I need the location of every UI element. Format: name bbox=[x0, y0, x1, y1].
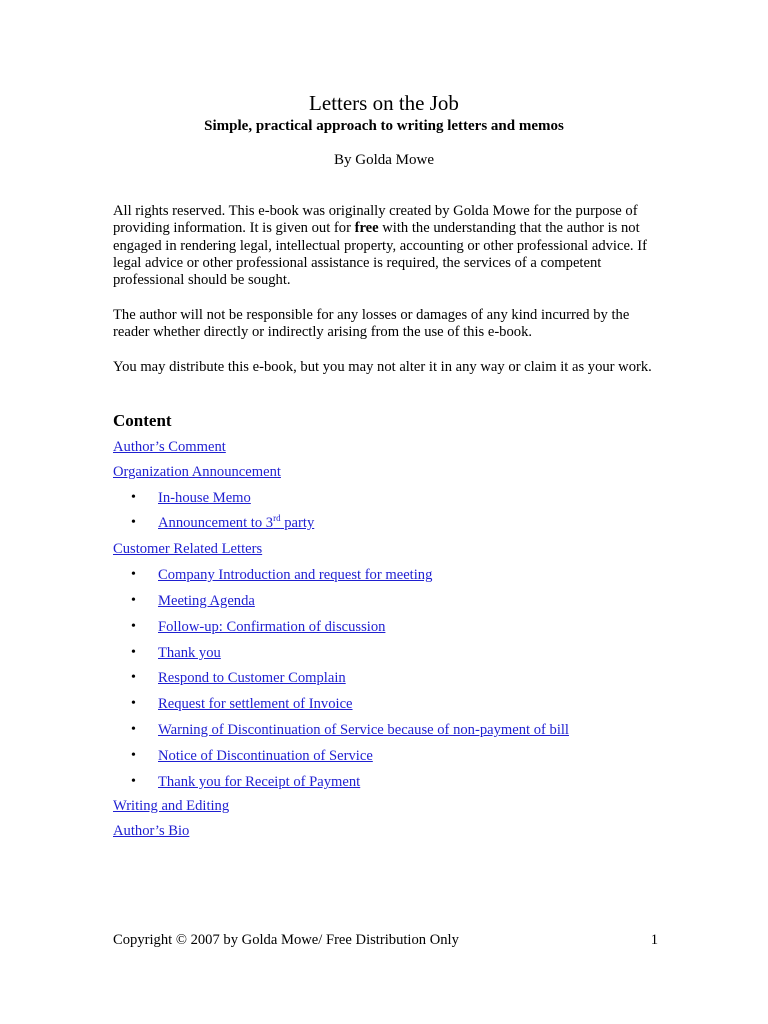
toc-link-thank-you[interactable]: Thank you bbox=[158, 645, 221, 661]
bullet-marker: • bbox=[131, 593, 136, 608]
toc-link-writing-editing[interactable]: Writing and Editing bbox=[113, 798, 230, 814]
bullet-marker: • bbox=[131, 774, 136, 789]
page-number: 1 bbox=[650, 932, 658, 948]
bullet-marker: • bbox=[131, 696, 136, 711]
free-emphasis: free bbox=[354, 220, 379, 237]
toc-link-party-text: party bbox=[280, 515, 315, 531]
document-title: Letters on the Job bbox=[309, 91, 459, 115]
toc-link-customer-related-letters[interactable]: Customer Related Letters bbox=[113, 541, 263, 557]
bullet-marker: • bbox=[131, 670, 136, 685]
toc-link-follow-up[interactable]: Follow-up: Confirmation of discussion bbox=[158, 619, 386, 635]
copyright-notice: Copyright © 2007 by Golda Mowe/ Free Distribution Only bbox=[113, 932, 459, 948]
toc-link-thank-you-receipt[interactable]: Thank you for Receipt of Payment bbox=[158, 774, 361, 790]
toc-link-respond-complain[interactable]: Respond to Customer Complain bbox=[158, 670, 346, 686]
toc-link-announcement-text: Announcement to 3 bbox=[158, 515, 274, 531]
page-footer bbox=[113, 931, 658, 949]
bullet-marker: • bbox=[131, 722, 136, 737]
toc-link-announcement-3rd-party[interactable] bbox=[158, 514, 314, 532]
bullet-marker: • bbox=[131, 645, 136, 660]
author-byline: By Golda Mowe bbox=[334, 152, 434, 168]
toc-link-inhouse-memo[interactable]: In-house Memo bbox=[158, 490, 251, 506]
toc-link-company-introduction[interactable]: Company Introduction and request for meeting bbox=[158, 567, 433, 583]
content-heading: Content bbox=[113, 411, 172, 430]
bullet-marker: • bbox=[131, 748, 136, 763]
toc-link-warning-discontinuation[interactable]: Warning of Discontinuation of Service because of non-payment of bill bbox=[158, 722, 569, 738]
bullet-marker: • bbox=[131, 515, 136, 530]
liability-paragraph: The author will not be responsible for any losses or damages of any kind incurred by the reader whether directly or indirectly arising from the use of this e-book. bbox=[113, 307, 630, 341]
toc-link-authors-comment[interactable]: Author’s Comment bbox=[113, 439, 226, 455]
toc-link-request-settlement[interactable]: Request for settlement of Invoice bbox=[158, 696, 353, 712]
toc-link-organization-announcement[interactable]: Organization Announcement bbox=[113, 464, 281, 480]
bullet-marker: • bbox=[131, 490, 136, 505]
toc-link-meeting-agenda[interactable]: Meeting Agenda bbox=[158, 593, 255, 609]
toc-link-notice-discontinuation[interactable]: Notice of Discontinuation of Service bbox=[158, 748, 373, 764]
document-subtitle: Simple, practical approach to writing letters and memos bbox=[204, 118, 564, 134]
rights-text-end: with the understanding that the author is not engaged in rendering legal, intellectual property, accounting or other professional advice. If legal advice or other professional assistance is required, the services of a competent professional should be sought. bbox=[113, 220, 647, 289]
rights-paragraph bbox=[113, 203, 658, 289]
bullet-marker: • bbox=[131, 619, 136, 634]
toc-link-authors-bio[interactable]: Author’s Bio bbox=[113, 823, 190, 839]
rights-text-start: All rights reserved. This e-book was originally created by Golda Mowe for the purpose of providing information. It is given out for bbox=[113, 203, 638, 237]
ordinal-suffix: rd bbox=[273, 513, 281, 523]
distribution-paragraph: You may distribute this e-book, but you may not alter it in any way or claim it as your work. bbox=[113, 359, 652, 375]
bullet-marker: • bbox=[131, 567, 136, 582]
